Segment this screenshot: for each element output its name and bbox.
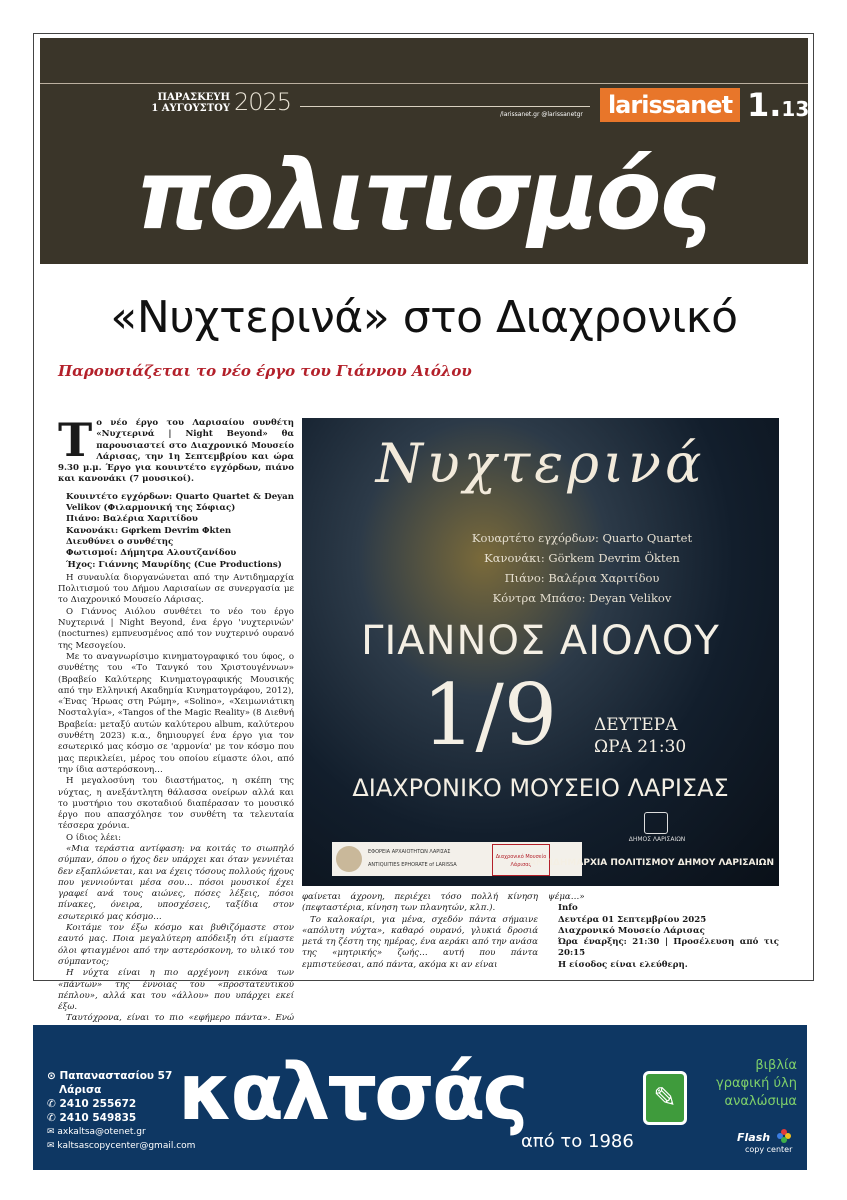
page-number-major: 1. (747, 86, 782, 124)
masthead-rule (300, 106, 590, 107)
ad-product: αναλώσιμα (724, 1094, 797, 1109)
credit-line: Ήχος: Γιάννης Μαυρίδης (Cue Productions) (66, 559, 282, 570)
ad-brand: καλτσάς (178, 1048, 526, 1138)
quote-paragraph: φαίνεται άχρονη, περιέχει τόσο πολλή κίνηση (πεφταστέρια, κίνηση των πλανητών, κλπ.). (302, 892, 538, 914)
book-feather-icon: ✎ (643, 1071, 687, 1125)
masthead-divider (40, 83, 808, 84)
paragraph: Ο ίδιος λέει: (66, 832, 122, 843)
page-number-minor: 13 (781, 97, 810, 121)
quote-paragraph: Το καλοκαίρι, για μένα, σχεδόν πάντα σήμαινε «απόλυτη νύχτα», καθαρό ουρανό, γλυκιά δροσιά μετά τη ζέστη της ημέρας, ένα αεράκι από την ανάσα της «μητρικής» ζωής… αυτή που πάντα εμπιστεύεσαι, από πάντα, ακόμα κι αν είναι (302, 914, 538, 970)
poster-credit: Κόντρα Μπάσο: Deyan Velikov (492, 591, 672, 605)
poster-day: ΔΕΥΤΕΡΑ (594, 715, 678, 735)
poster-composer: ΓΙΑΝΝΟΣ ΑΙΟΛΟΥ (361, 618, 720, 664)
flash-logo: Flash (737, 1131, 771, 1144)
ad-email: ✉ axkaltsa@otenet.gr (47, 1127, 146, 1137)
issue-day-month: 1 ΑΥΓΟΥΣΤΟΥ (151, 103, 230, 114)
ad-phone: ✆ 2410 255672 (47, 1098, 137, 1110)
article-column-1 (58, 413, 294, 1047)
poster-credit: Πιάνο: Βαλέρια Χαριτίδου (504, 571, 660, 585)
quote-paragraph: Κοιτάμε τον έξω κόσμο και βυθιζόμαστε στον εαυτό μας. Ποια μεγαλύτερη απόδειξη ότι είμαστε όλοι φτιαγμένοι από την αστερόσκονη, το υλικό του σύμπαντος; (58, 923, 294, 967)
ephorate-emblem-icon (336, 846, 362, 872)
issue-day: ΠΑΡΑΣΚΕΥΗ (157, 92, 230, 103)
brand-logo: larissanet (600, 88, 740, 122)
poster-title: Νυχτερινά (375, 432, 706, 495)
poster-time: ΩΡΑ 21:30 (594, 737, 687, 757)
ad-products (713, 1057, 797, 1111)
lead-paragraph (58, 413, 294, 486)
quote-paragraph: ψέμα…» (548, 892, 585, 902)
poster-credit: Κανονάκι: Görkem Devrim Ökten (484, 551, 680, 565)
paragraph: Ο Γιάννος Αιόλου συνθέτει το νέο του έργο Νυχτερινά | Night Beyond, ένα έργο 'νυχτερινών' (nocturnes) εμπνευσμένος από τον νυχτερινό ουρανό της Μεσογείου. (58, 606, 294, 651)
ephorate-logo (368, 846, 486, 872)
municipality-name: ΔΗΜΟΣ ΛΑΡΙΣΑΙΩΝ (628, 836, 686, 843)
issue-date (150, 92, 230, 114)
paragraph: Η μεγαλοσύνη του διαστήματος, η σκέπη της νύχτας, η ανεξάντλητη θάλασσα ονείρων αλλά και το μυστήριο του σκοταδιού διαπέρασαν το μουσικό έργο που απασχόλησε τον συνθέτη τα τελευταία τέσσερα χρόνια. (58, 776, 294, 832)
copy-center-label: copy center (745, 1145, 793, 1154)
event-poster (302, 418, 779, 886)
poster-venue: ΔΙΑΧΡΟΝΙΚΟ ΜΟΥΣΕΙΟ ΛΑΡΙΣΑΣ (352, 774, 729, 802)
ephorate-name-gr: ΕΦΟΡΕΙΑ ΑΡΧΑΙΟΤΗΤΩΝ ΛΑΡΙΣΑΣ (368, 849, 451, 855)
ad-address: ⊙ Παπαναστασίου 57 (47, 1070, 173, 1082)
quote-paragraph: «Μια τεράστια αντίφαση: να κοιτάς το σιωπηλό σύμπαν, όπου ο ήχος δεν υπάρχει και όταν γεννιέται δεν εξαπλώνεται, και να έχεις τόσους πολλούς ήχους που γεννιούνται μέσα σου… πόσοι μουσικοί έχει γραφεί ανά τους αιώνες, πόσες λέξεις, πόσοι πίνακες, όνειρα, υποσχέσεις, ταξίδια στον εσωτερικό μας κόσμο… (58, 843, 294, 922)
poster-credits (422, 528, 742, 608)
paragraph: Η συναυλία διοργανώνεται από την Αντιδημαρχία Πολιτισμού του Δήμου Λαρισαίων σε συνεργασία με το Διαχρονικό Μουσείο Λάρισας. (58, 572, 294, 606)
page-number (747, 88, 809, 126)
article-column-2 (302, 892, 538, 971)
quote-paragraph: Η νύχτα είναι η πιο αρχέγονη εικόνα των «πάντων» της έννοιας του «προστατευτικού πέπλου», αλλά και του «άλλου» που υπάρχει εκεί έξω. (58, 968, 294, 1013)
info-line: Διαχρονικό Μουσείο Λάρισας (558, 925, 705, 936)
ad-city: Λάρισα (59, 1084, 102, 1096)
flash-dots-icon (777, 1129, 791, 1143)
info-line: Δευτέρα 01 Σεπτεμβρίου 2025 (558, 914, 707, 925)
advertisement[interactable] (33, 1025, 807, 1170)
credit-line: Φωτισμοί: Δήμητρα Αλουτζανίδου (66, 548, 237, 559)
credit-line: Κουιντέτο εγχόρδων: Quarto Quartet & Deyan Velikov (Φιλαρμονική της Σόφιας) (66, 491, 294, 514)
poster-day-time (594, 714, 686, 758)
ad-contact (47, 1069, 195, 1153)
drop-cap: Τ (58, 413, 93, 467)
ad-product: βιβλία (755, 1058, 797, 1073)
info-line: Info (558, 903, 578, 914)
poster-department: ΑΝΤΙΔΗΜΑΡΧΙΑ ΠΟΛΙΤΙΣΜΟΥ ΔΗΜΟΥ ΛΑΡΙΣΑΙΩΝ (528, 858, 774, 868)
poster-credit: Κουαρτέτο εγχόρδων: Quarto Quartet (471, 531, 693, 545)
info-line: Η είσοδος είναι ελεύθερη. (558, 959, 688, 970)
article-headline: «Νυχτερινά» στο Διαχρονικό (110, 292, 738, 343)
ad-since: από το 1986 (521, 1131, 634, 1152)
museum-logo-text: Διαχρονικό Μουσείο Λάρισας (495, 854, 547, 868)
lead-text: ο νέο έργο του Λαρισαίου συνθέτη «Νυχτερινά | Night Beyond» θα παρουσιαστεί στο Διαχρονικό Μουσείο Λάρισας, την 1η Σεπτεμβρίου και ώρα 9.30 μ.μ. Έργο για κουιντέτο εγχόρδων, πιάνο και κανονάκι (7 μουσικοί). (58, 418, 294, 485)
ad-email: ✉ kaltsascopycenter@gmail.com (47, 1141, 196, 1151)
ephorate-name-en: ANTIQUITIES EPHORATE of LARISSA (368, 862, 457, 868)
ad-phone: ✆ 2410 549835 (47, 1112, 137, 1124)
credit-line: Πιάνο: Βαλέρια Χαριτίδου (66, 514, 198, 525)
section-title: πολιτισμός (135, 139, 713, 251)
article-subhead: Παρουσιάζεται το νέο έργο του Γιάννου Αιόλου (58, 362, 472, 380)
info-line: Ώρα έναρξης: 21:30 | Προσέλευση από τις 20:15 (558, 937, 779, 959)
info-box (548, 903, 779, 971)
poster-date: 1/9 (422, 666, 558, 764)
credits-list (58, 492, 294, 571)
article-column-3 (548, 892, 779, 971)
credit-line: Κανονάκι: Gφrkem Devrim Φkten (66, 525, 232, 536)
ad-product: γραφική ύλη (716, 1076, 797, 1091)
quote-paragraph: Ταυτόχρονα, είναι το πιο «εφήμερο πάντα». Ενώ (66, 1013, 294, 1024)
credit-line: Διευθύνει ο συνθέτης (66, 536, 174, 547)
social-handles: /larissanet.gr @larissanetgr (500, 111, 583, 118)
municipality-emblem-icon (644, 812, 668, 834)
paragraph: Με το αναγνωρίσιμο κινηματογραφικό του ύφος, ο συνθέτης του «Το Τανγκό του Χριστουγέννων» (Βραβείο Καλύτερης Κινηματογραφικής Μουσικής από την Ελληνική Ακαδημία Κινηματογράφου, 2012), «Ένας Ήρωας στη Ρώμη», «Solino», «Χειμωνιάτικη Νοσταλγία», «Tangos of the Magic Reality» (8 Διεθνή Βραβεία: μεταξύ αυτών καλύτερου album, καλύτερου συνθέτη 2023) κ.α., δημιουργεί ένα έργο για τον εσωτερικό μας κόσμο σε 'αρμονία' με τον κόσμο που μας περικλείει, μέρος του οποίου είμαστε όλοι, από την ίδια αστερόσκονη… (58, 651, 294, 775)
issue-year: 2025 (234, 88, 292, 116)
